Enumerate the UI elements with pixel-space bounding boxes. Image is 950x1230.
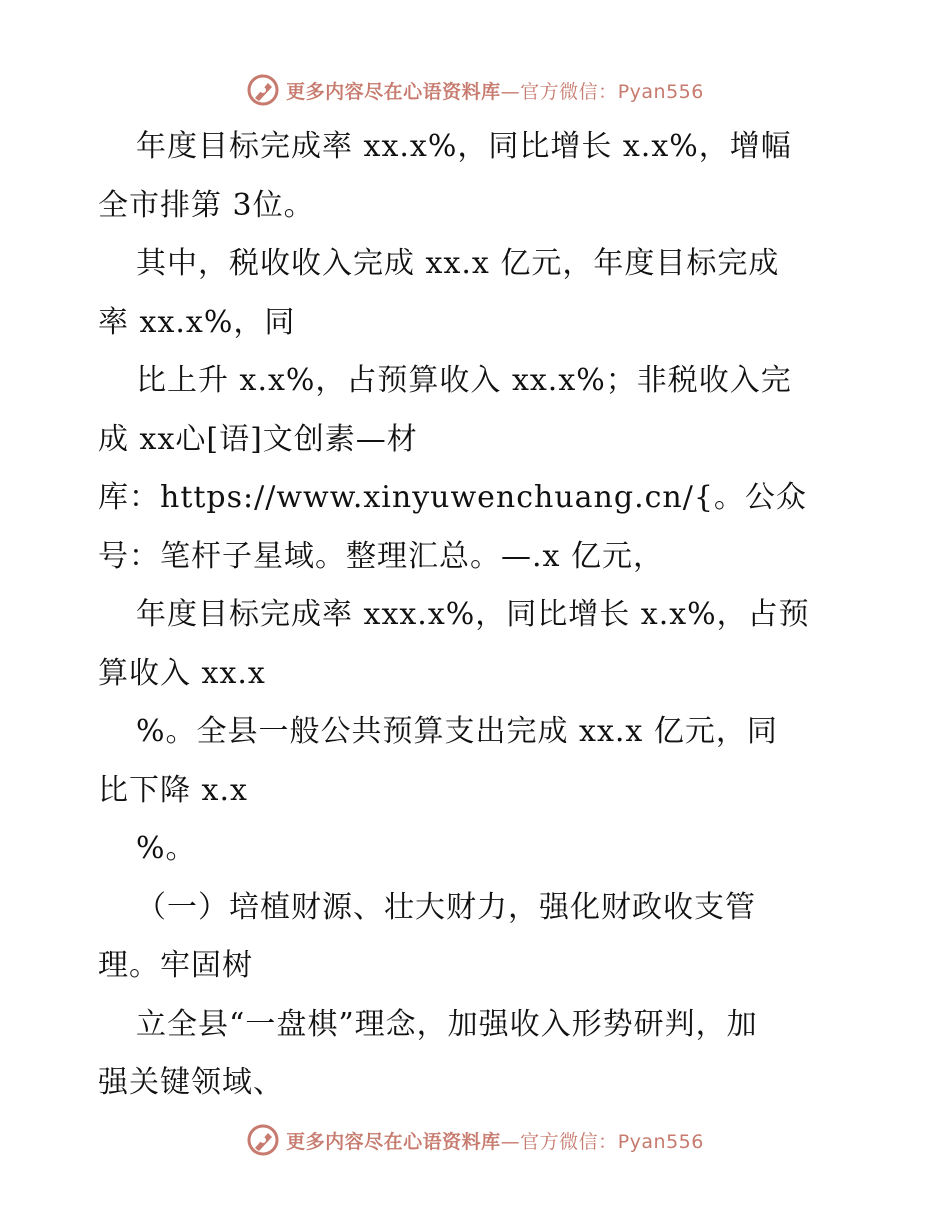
pen-logo-icon [246,73,280,107]
footer-wechat-label: 官方微信： [520,1130,618,1153]
header-banner-text [286,77,704,104]
text-line: 全市排第 3位。 [98,187,315,223]
text-line: 算收入 xx.x [98,655,266,691]
footer-separator: — [500,1130,521,1153]
text-line: 比上升 x.x%，占预算收入 xx.x%；非税收入完 [136,363,792,398]
text-line: 年度目标完成率 xxx.x%，同比增长 x.x%，占预 [136,597,810,632]
text-line: 年度目标完成率 xx.x%，同比增长 x.x%，增幅 [136,129,792,164]
header-separator: — [500,80,521,103]
text-line: 成 xx心[语]文创素—材 [98,421,418,457]
text-line: 率 xx.x%，同 [98,304,296,340]
footer-brand-text: 更多内容尽在心语资料库 [286,1130,501,1153]
footer-banner-text [286,1127,704,1154]
text-line: 理。牢固树 [98,948,253,983]
document-body [98,118,868,1113]
header-banner [0,70,950,110]
text-line: 立全县“一盘棋”理念，加强收入形势研判，加 [136,1006,758,1042]
text-line: 比下降 x.x [98,772,248,808]
text-line: 强关键领域、 [98,1065,284,1100]
footer-wechat-id: Pyan556 [617,1130,704,1153]
text-line: 库：https://www.xinyuwenchuang.cn/{。公众 [98,480,807,515]
text-line: 其中，税收收入完成 xx.x 亿元，年度目标完成 [136,246,780,281]
text-line: 号：笔杆子星域。整理汇总。—.x 亿元， [98,538,664,574]
header-wechat-label: 官方微信： [520,80,618,103]
pen-logo-icon [246,1123,280,1157]
header-wechat-id: Pyan556 [617,80,704,103]
footer-banner [0,1120,950,1160]
text-line: （一）培植财源、壮大财力，强化财政收支管 [136,889,756,925]
header-brand-text: 更多内容尽在心语资料库 [286,80,501,103]
text-line: %。全县一般公共预算支出完成 xx.x 亿元，同 [136,714,778,749]
text-line: %。 [136,831,197,866]
